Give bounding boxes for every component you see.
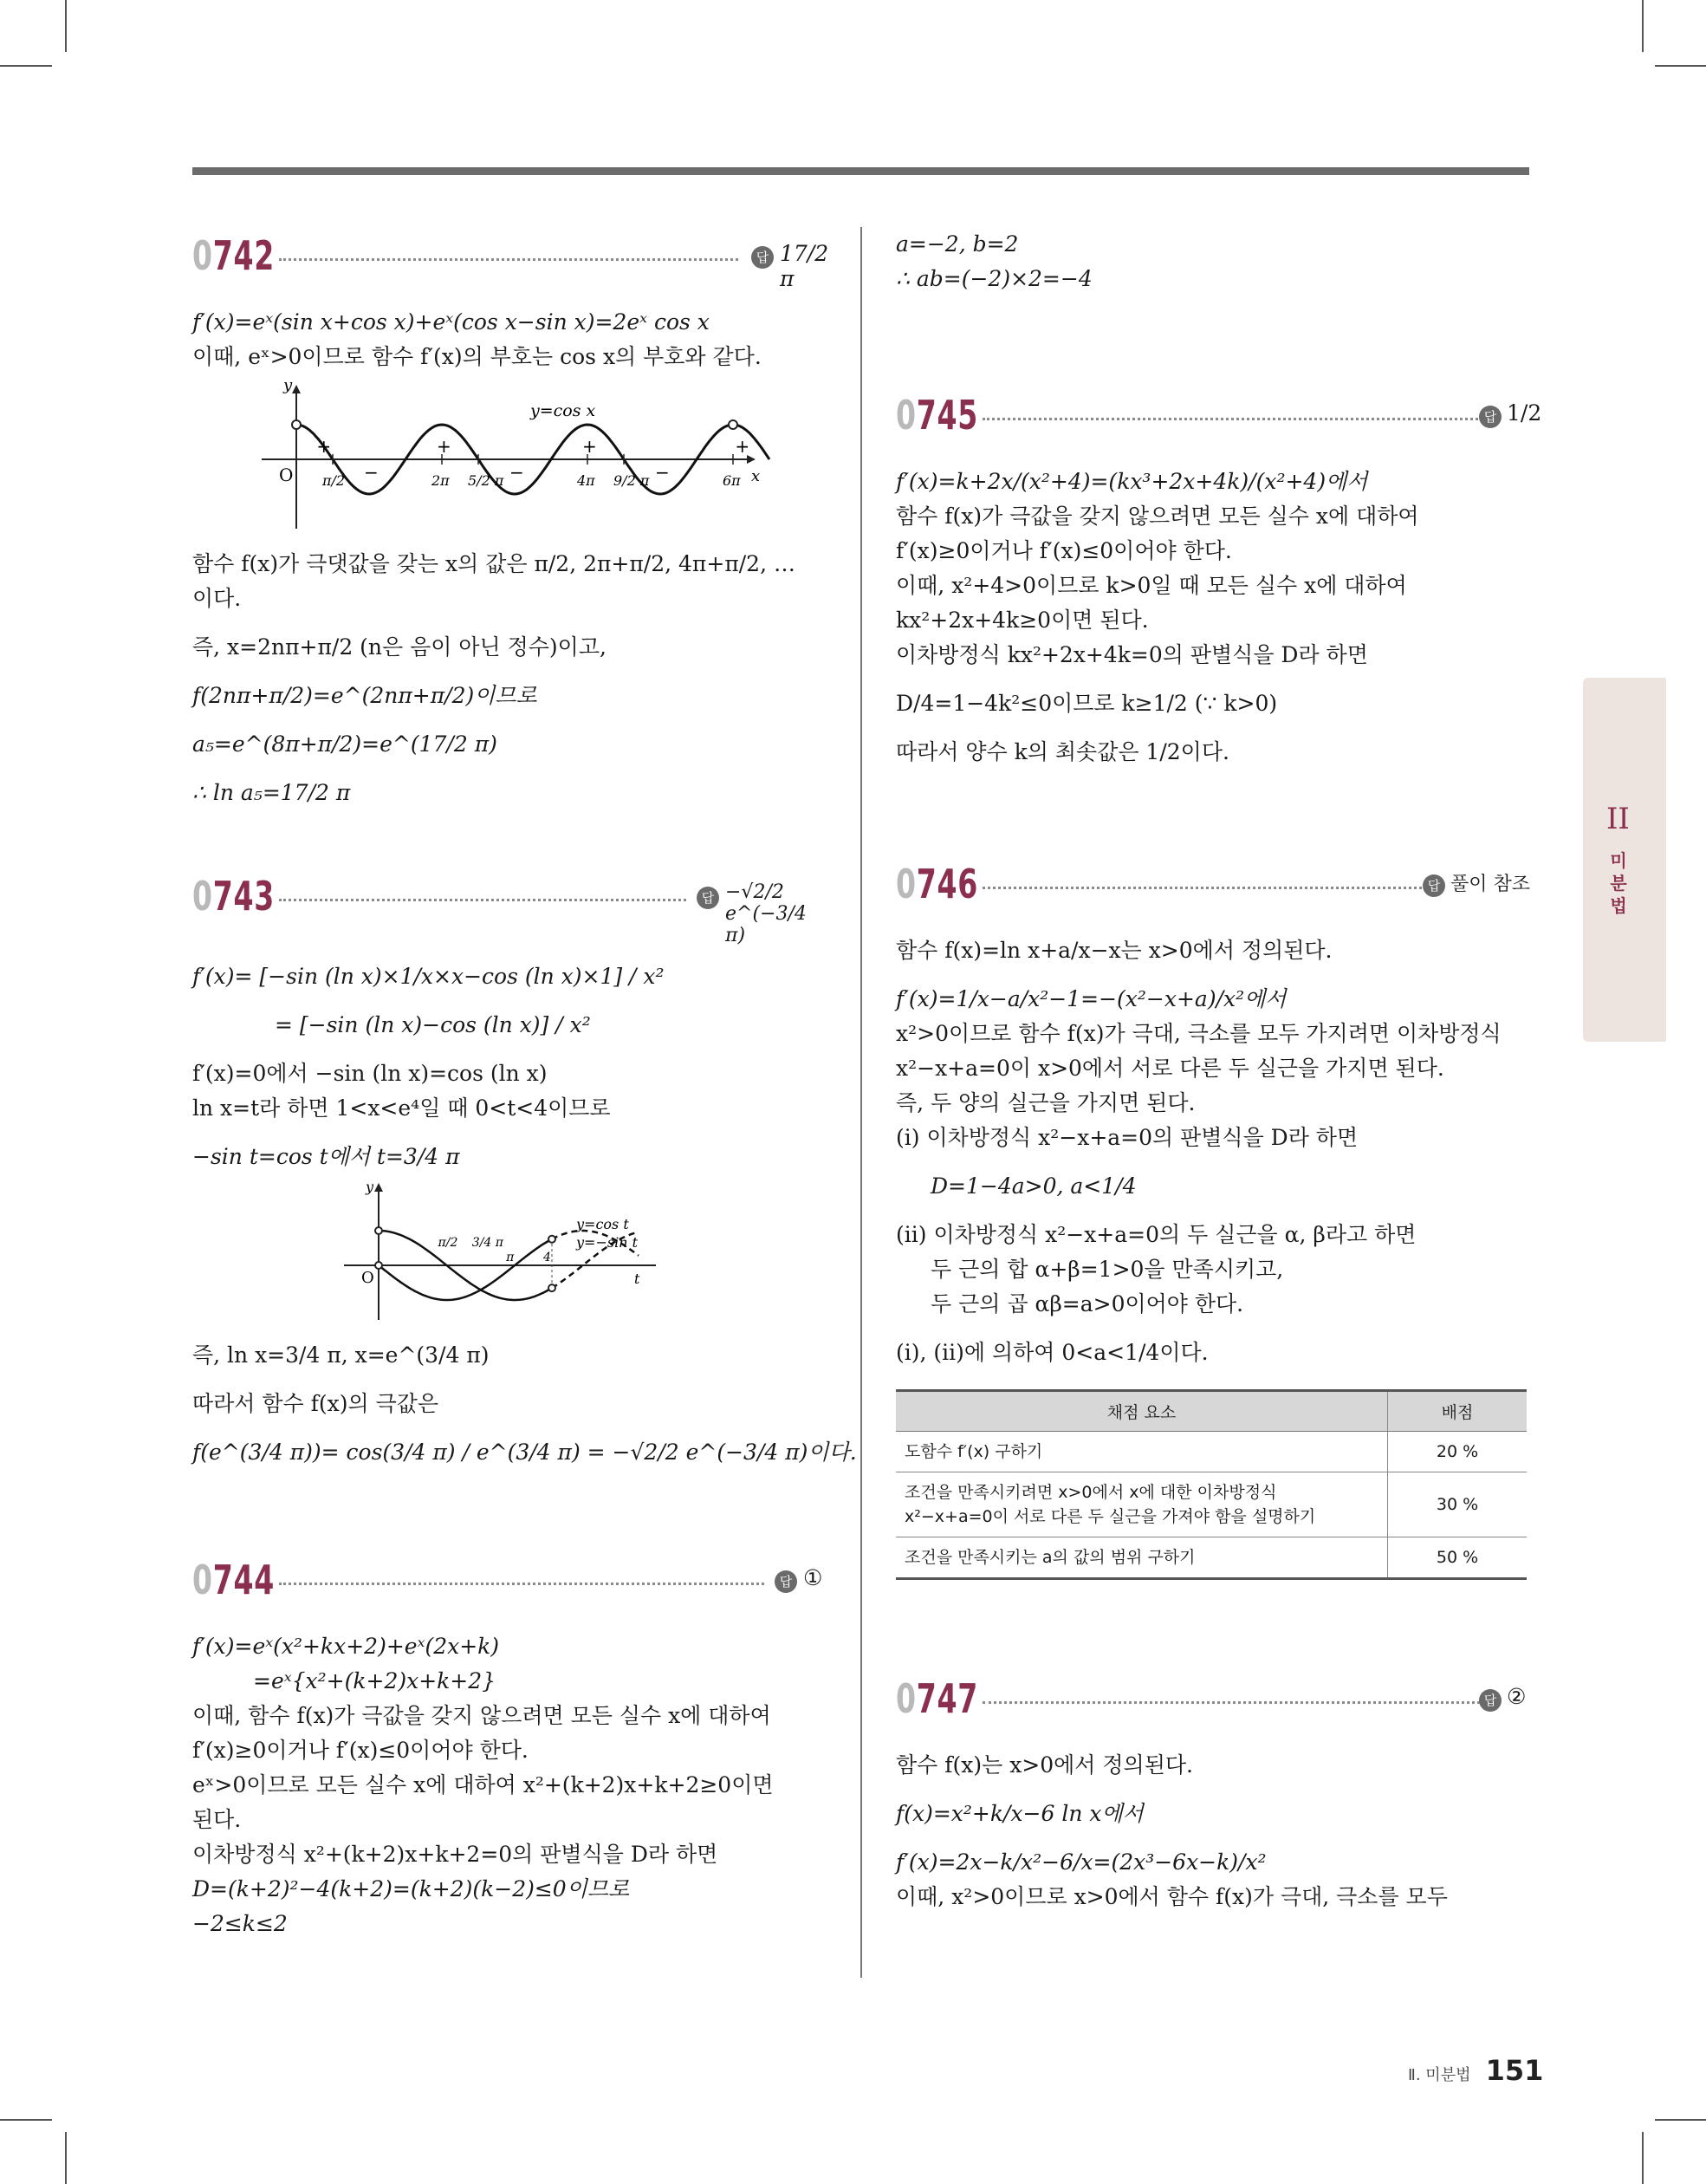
problem-number: 0745 (896, 392, 979, 439)
answer-icon: 답 (1479, 1689, 1502, 1712)
crop-mark (1642, 2132, 1644, 2184)
chapter-side-title: 미분법 (1610, 850, 1627, 916)
solution-line: 함수 f(x)가 극값을 갖지 않으려면 모든 실수 x에 대하여 (896, 504, 1419, 529)
leader-dots (279, 258, 738, 261)
solution-line: f′(x)=eˣ(x²+kx+2)+eˣ(2x+k) (192, 1634, 500, 1659)
solution-line: f′(x)=2x−k/x²−6/x=(2x³−6x−k)/x² (896, 1849, 1267, 1875)
solution-line: =eˣ{x²+(k+2)x+k+2} (253, 1668, 496, 1693)
problem-header-0747 (896, 1675, 1533, 1736)
open-point (548, 1236, 555, 1243)
solution-line: a₅=e^(8π+π/2)=e^(17/2 π) (192, 731, 497, 757)
tick-label: 4 (543, 1251, 551, 1264)
problem-number: 0744 (192, 1557, 276, 1603)
tick-label: 4π (577, 472, 595, 489)
tick-label: 9/2 π (613, 472, 650, 489)
answer-value: ① (803, 1565, 823, 1590)
solution-line: (i), (ii)에 의하여 0<a<1/4이다. (896, 1340, 1209, 1365)
left-column (192, 232, 857, 1941)
solution-line: D/4=1−4k²≤0이므로 k≥1/2 (∵ k>0) (896, 691, 1278, 716)
cosine-graph (262, 381, 782, 533)
solution-line: f′(x)= [−sin (ln x)×1/x×x−cos (ln x)×1] / x² (192, 964, 665, 989)
table-cell: 50 % (1388, 1537, 1528, 1579)
table-row (896, 1432, 1527, 1472)
y-axis-arrow (374, 1183, 383, 1192)
solution-line: 따라서 함수 f(x)의 극값은 (192, 1391, 439, 1416)
answer-value: ② (1507, 1684, 1527, 1709)
solution-line: D=1−4a>0, a<1/4 (931, 1173, 1137, 1199)
neg-sin-t-label: y=−sin t (576, 1234, 638, 1251)
header-rule (192, 167, 1529, 175)
answer-value: −√2/2 e^(−3/4 π) (725, 881, 807, 946)
solution-line: 함수 f(x)가 극댓값을 갖는 x의 값은 π/2, 2π+π/2, 4π+π/2, … (192, 551, 795, 576)
solution-line: f′(x)=0에서 −sin (ln x)=cos (ln x) (192, 1061, 548, 1086)
sign-mark: − (509, 462, 524, 483)
table-cell: 20 % (1388, 1432, 1528, 1472)
leader-dots (983, 887, 1437, 889)
chapter-roman-numeral: II (1606, 802, 1630, 836)
crop-mark (0, 65, 52, 67)
crop-mark (1655, 65, 1706, 67)
crop-mark (65, 0, 67, 52)
t-axis-label: t (634, 1271, 640, 1287)
table-row (896, 1472, 1527, 1537)
solution-line: eˣ>0이므로 모든 실수 x에 대하여 x²+(k+2)x+k+2≥0이면 (192, 1772, 774, 1797)
origin-label: O (279, 465, 294, 485)
tick-label: 2π (431, 472, 450, 489)
column-divider (860, 227, 862, 1978)
problem-header-0742 (192, 232, 829, 293)
tick-label: π/2 (438, 1236, 458, 1250)
table-cell (896, 1472, 1388, 1537)
solution-line: 된다. (192, 1807, 242, 1832)
page-number: 151 (1485, 2054, 1544, 2087)
solution-line: 이때, x²+4>0이므로 k>0일 때 모든 실수 x에 대하여 (896, 573, 1407, 598)
solution-line: f′(x)≥0이거나 f′(x)≤0이어야 한다. (896, 538, 1232, 563)
solution-line: 이때, 함수 f(x)가 극값을 갖지 않으려면 모든 실수 x에 대하여 (192, 1703, 771, 1728)
solution-line: f(2nπ+π/2)=e^(2nπ+π/2)이므로 (192, 683, 537, 708)
open-point (292, 420, 301, 429)
sin-cos-graph (344, 1181, 708, 1324)
solution-line: −sin t=cos t에서 t=3/4 π (192, 1144, 460, 1169)
x-axis-label: x (751, 467, 761, 485)
table-row (896, 1537, 1527, 1579)
open-point (548, 1284, 555, 1291)
solution-line: 두 근의 합 α+β=1>0을 만족시키고, (931, 1257, 1284, 1282)
leader-dots (279, 1583, 764, 1585)
leader-dots (983, 418, 1494, 420)
solution-line: x²−x+a=0이 x>0에서 서로 다른 두 실근을 가지면 된다. (896, 1056, 1444, 1081)
solution-line: 이때, eˣ>0이므로 함수 f′(x)의 부호는 cos x의 부호와 같다. (192, 344, 762, 369)
problem-number: 0742 (192, 232, 276, 279)
leader-dots (983, 1701, 1485, 1704)
open-point (375, 1262, 382, 1269)
solution-line: 이차방정식 x²+(k+2)x+k+2=0의 판별식을 D라 하면 (192, 1842, 718, 1867)
right-column (896, 227, 1542, 1914)
solution-line: f(x)=x²+k/x−6 ln x에서 (896, 1801, 1144, 1826)
answer-icon: 답 (1479, 406, 1502, 428)
solution-line: f′(x)≥0이거나 f′(x)≤0이어야 한다. (192, 1738, 529, 1763)
sign-mark: + (437, 436, 451, 457)
crop-mark (0, 2119, 52, 2121)
tick-label: π (506, 1251, 515, 1264)
solution-line: f(e^(3/4 π))= cos(3/4 π) / e^(3/4 π) = −√2/2 e^(−3/4 π)이다. (192, 1440, 857, 1465)
tick-label: 6π (723, 472, 741, 489)
neg-sin-t-curve (379, 1239, 552, 1300)
solution-line: f′(x)=eˣ(sin x+cos x)+eˣ(cos x−sin x)=2eˣ cos x (192, 309, 710, 335)
sign-mark: + (582, 436, 597, 457)
answer-value: 풀이 참조 (1450, 874, 1531, 895)
tick-label: π/2 (322, 472, 346, 489)
solution-line: ln x=t라 하면 1<x<e⁴일 때 0<t<4이므로 (192, 1095, 611, 1121)
open-point (729, 420, 737, 429)
origin-label: O (361, 1269, 374, 1287)
y-axis-label: y (283, 381, 293, 394)
answer-icon: 답 (1423, 874, 1445, 897)
solution-line: a=−2, b=2 (896, 231, 1019, 257)
crop-mark (65, 2132, 67, 2184)
answer-icon: 답 (751, 246, 774, 269)
sign-mark: + (316, 436, 332, 457)
solution-line: 두 근의 곱 αβ=a>0이어야 한다. (931, 1291, 1244, 1316)
solution-line: 따라서 양수 k의 최솟값은 1/2이다. (896, 739, 1229, 764)
solution-line: 즉, ln x=3/4 π, x=e^(3/4 π) (192, 1342, 490, 1368)
answer-value: 1/2 (1507, 400, 1542, 426)
problem-number: 0746 (896, 861, 979, 907)
solution-line: D=(k+2)²−4(k+2)=(k+2)(k−2)≤0이므로 (192, 1876, 630, 1901)
problem-header-0746 (896, 861, 1533, 921)
solution-line: f′(x)=k+2x/(x²+4)=(kx³+2x+4k)/(x²+4)에서 (896, 469, 1368, 494)
table-cell-line: x²−x+a=0이 서로 다른 두 실근을 가져야 함을 설명하기 (905, 1507, 1316, 1526)
tick-label: 5/2 π (468, 472, 504, 489)
answer-icon: 답 (775, 1570, 797, 1593)
answer-value: 17/2 π (780, 241, 829, 291)
solution-line: ∴ ln a₅=17/2 π (192, 780, 351, 805)
solution-line: kx²+2x+4k≥0이면 된다. (896, 608, 1149, 633)
solution-line: −2≤k≤2 (192, 1911, 288, 1936)
solution-line: 이때, x²>0이므로 x>0에서 함수 f(x)가 극대, 극소를 모두 (896, 1884, 1448, 1909)
page-footer (1408, 2054, 1543, 2087)
problem-header-0744 (192, 1557, 829, 1617)
scoring-table (896, 1389, 1527, 1580)
y-axis-arrow (292, 385, 301, 393)
solution-line: = [−sin (ln x)−cos (ln x)] / x² (275, 1012, 591, 1037)
solution-line: 함수 f(x)는 x>0에서 정의된다. (896, 1752, 1193, 1778)
solution-line: x²>0이므로 함수 f(x)가 극대, 극소를 모두 가지려면 이차방정식 (896, 1021, 1502, 1046)
y-axis-label: y (366, 1181, 374, 1195)
section-label: Ⅱ. 미분법 (1408, 2066, 1471, 2084)
answer-icon: 답 (697, 887, 719, 909)
table-header: 배점 (1388, 1391, 1528, 1432)
solution-line: (ii) 이차방정식 x²−x+a=0의 두 실근을 α, β라고 하면 (896, 1222, 1417, 1247)
crop-mark (1642, 0, 1644, 52)
solution-line: 이다. (192, 586, 242, 611)
problem-header-0743 (192, 873, 829, 946)
sign-mark: + (735, 436, 750, 457)
solution-line: 즉, x=2nπ+π/2 (n은 음이 아닌 정수)이고, (192, 634, 607, 660)
table-cell: 도함수 f′(x) 구하기 (896, 1432, 1388, 1472)
problem-number: 0743 (192, 873, 276, 920)
solution-line: 함수 f(x)=ln x+a/x−x는 x>0에서 정의된다. (896, 938, 1333, 963)
solution-line: f′(x)=1/x−a/x²−1=−(x²−x+a)/x²에서 (896, 986, 1287, 1011)
problem-header-0745 (896, 392, 1542, 452)
open-point (375, 1227, 382, 1234)
table-cell-line: 조건을 만족시키려면 x>0에서 x에 대한 이차방정식 (905, 1483, 1277, 1502)
table-header: 채점 요소 (896, 1391, 1388, 1432)
tick-label: 3/4 π (471, 1236, 503, 1250)
solution-line: (i) 이차방정식 x²−x+a=0의 판별식을 D라 하면 (896, 1125, 1359, 1150)
leader-dots (279, 899, 686, 901)
table-cell: 조건을 만족시키는 a의 값의 범위 구하기 (896, 1537, 1388, 1579)
cos-t-label: y=cos t (576, 1216, 629, 1232)
table-cell: 30 % (1388, 1472, 1528, 1537)
crop-mark (1655, 2119, 1706, 2121)
sign-mark: − (655, 462, 670, 483)
solution-line: 즉, 두 양의 실근을 가지면 된다. (896, 1090, 1196, 1115)
problem-number: 0747 (896, 1675, 979, 1722)
curve-label: y=cos x (530, 401, 596, 420)
sign-mark: − (364, 462, 379, 483)
solution-line: 이차방정식 kx²+2x+4k=0의 판별식을 D라 하면 (896, 642, 1368, 667)
solution-line: ∴ ab=(−2)×2=−4 (896, 266, 1093, 291)
